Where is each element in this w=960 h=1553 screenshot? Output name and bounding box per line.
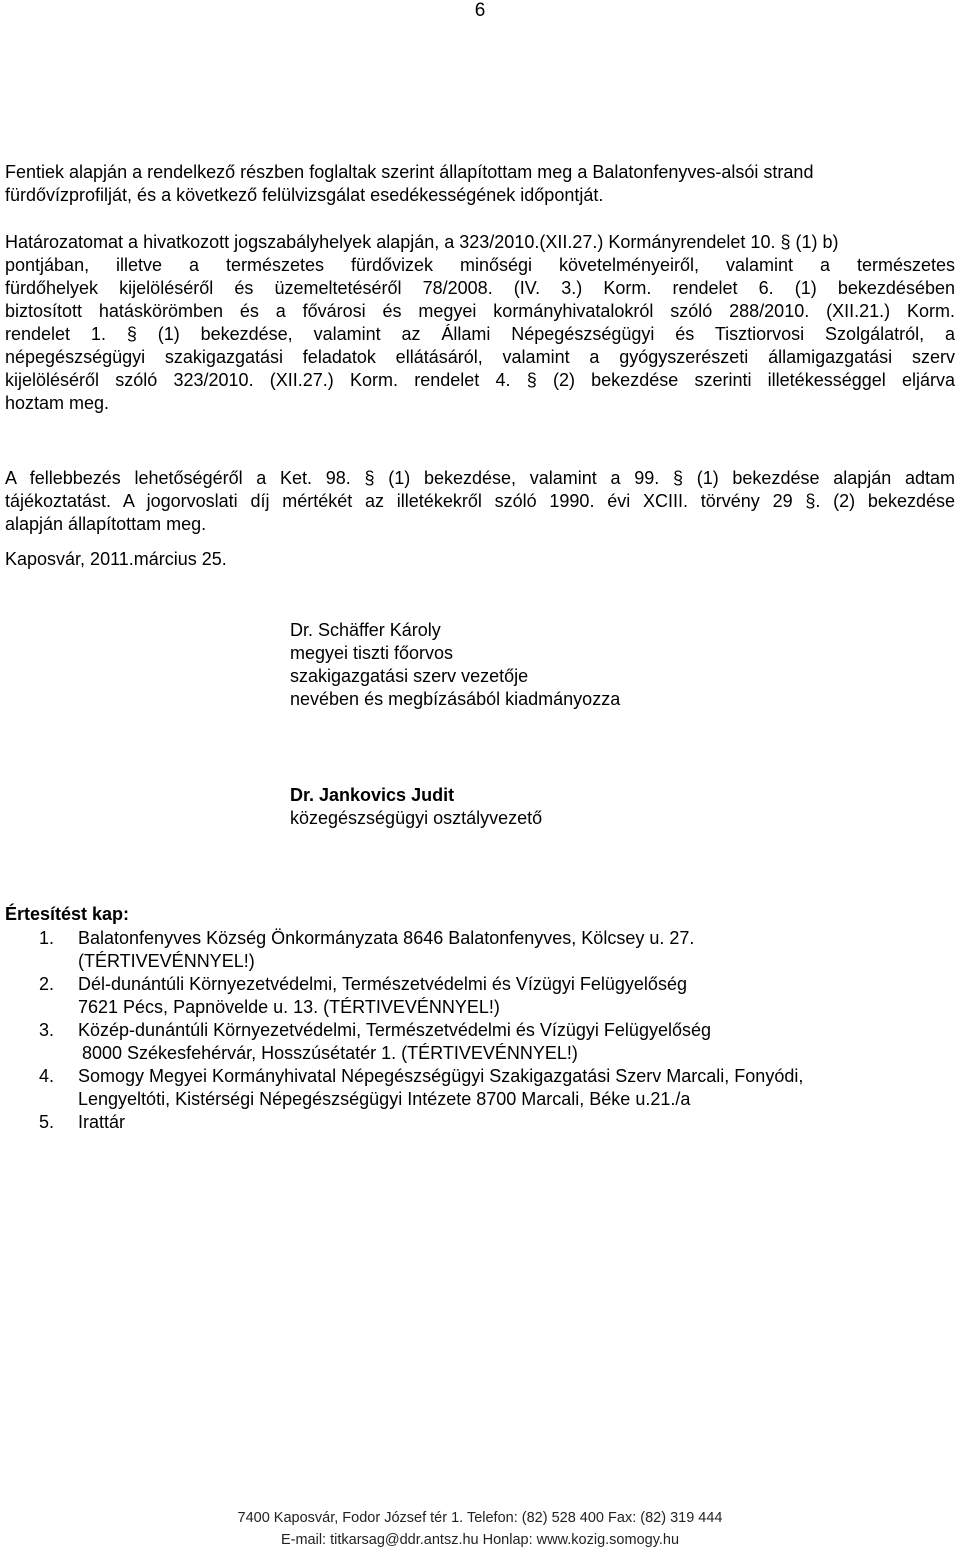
signatory-name: Dr. Schäffer Károly <box>290 620 441 640</box>
legal-line: Határozatomat a hivatkozott jogszabályhelyek alapján, a 323/2010.(XII.27.) Kormányrendelet 10. § (1) b) <box>5 232 839 252</box>
legal-line: rendelet 1. § (1) bekezdése, valamint az Állami Népegészségügyi és Tisztiorvosi Szolgálatról, a <box>5 324 955 344</box>
paragraph-intro <box>5 161 955 207</box>
signatory-name: Dr. Jankovics Judit <box>290 785 455 805</box>
appeal-line: alapján állapítottam meg. <box>5 514 207 534</box>
intro-line: Fentiek alapján a rendelkező részben foglaltak szerint állapítottam meg a Balatonfenyves-alsói strand <box>5 162 814 182</box>
list-item-number: 4. <box>39 1066 55 1086</box>
footer-contact: E-mail: titkarsag@ddr.antsz.hu Honlap: www.kozig.somogy.hu <box>280 1532 680 1548</box>
signatory-title: közegészségügyi osztályvezető <box>290 808 543 828</box>
signatory-role: szakigazgatási szerv vezetője <box>290 666 529 686</box>
notification-list <box>5 903 955 1134</box>
list-item-line: Lengyeltóti, Kistérségi Népegészségügyi Intézete 8700 Marcali, Béke u.21./a <box>78 1089 691 1109</box>
list-item-line: 7621 Pécs, Papnövelde u. 13. (TÉRTIVEVÉNNYEL!) <box>78 997 500 1017</box>
list-item-line: (TÉRTIVEVÉNNYEL!) <box>78 951 255 971</box>
signature-block-1 <box>290 619 620 711</box>
signature-block-2 <box>290 784 542 830</box>
paragraph-legal-basis <box>5 231 955 415</box>
list-item-number: 2. <box>39 974 55 994</box>
list-item <box>5 1019 955 1065</box>
list-item-number: 1. <box>39 928 55 948</box>
list-item-number: 5. <box>39 1112 55 1132</box>
legal-line: népegészségügyi szakigazgatási feladatok ellátásáról, valamint a gyógyszerészeti államigazgatási szerv <box>5 347 955 367</box>
appeal-line: tájékoztatást. A jogorvoslati díj mértékét az illetékekről szóló 1990. évi XCIII. törvény 29 §. (2) bekezdése <box>5 491 955 511</box>
list-item-line: Irattár <box>78 1112 126 1132</box>
list-item <box>5 927 955 973</box>
signatory-title: megyei tiszti főorvos <box>290 643 454 663</box>
list-item <box>5 1111 955 1134</box>
legal-line: kijelöléséről szóló 323/2010. (XII.27.) Korm. rendelet 4. § (2) bekezdése szerinti illetékességgel eljárva <box>5 370 955 390</box>
list-item-number: 3. <box>39 1020 55 1040</box>
paragraph-appeal <box>5 467 955 536</box>
list-item-line: Balatonfenyves Község Önkormányzata 8646 Balatonfenyves, Kölcsey u. 27. <box>78 928 695 948</box>
legal-line: fürdőhelyek kijelöléséről és üzemeltetéséről 78/2008. (IV. 3.) Korm. rendelet 6. (1) bekezdésében <box>5 278 955 298</box>
list-item-line: Somogy Megyei Kormányhivatal Népegészségügyi Szakigazgatási Szerv Marcali, Fonyódi, <box>78 1066 804 1086</box>
date-line: Kaposvár, 2011.március 25. <box>5 549 227 569</box>
legal-line: hoztam meg. <box>5 393 110 413</box>
intro-line: fürdővízprofilját, és a következő felülvizsgálat esedékességének időpontját. <box>5 185 604 205</box>
legal-line: biztosított hatáskörömben és a fővárosi és megyei kormányhivatalokról szóló 288/2010. (XII.21.) Korm. <box>5 301 955 321</box>
appeal-line: A fellebbezés lehetőségéről a Ket. 98. § (1) bekezdése, valamint a 99. § (1) bekezdése alapján adtam <box>5 468 955 488</box>
list-item <box>5 973 955 1019</box>
footer-address: 7400 Kaposvár, Fodor József tér 1. Telefon: (82) 528 400 Fax: (82) 319 444 <box>237 1510 723 1526</box>
page-number: 6 <box>474 0 486 21</box>
signatory-note: nevében és megbízásából kiadmányozza <box>290 689 621 709</box>
list-item-line: Dél-dunántúli Környezetvédelmi, Természetvédelmi és Vízügyi Felügyelőség <box>78 974 687 994</box>
notification-title: Értesítést kap: <box>5 904 130 924</box>
list-item <box>5 1065 955 1111</box>
list-item-line: 8000 Székesfehérvár, Hosszúsétatér 1. (TÉRTIVEVÉNNYEL!) <box>82 1043 578 1063</box>
legal-line: pontjában, illetve a természetes fürdővizek minőségi követelményeiről, valamint a természetes <box>5 255 955 275</box>
list-item-line: Közép-dunántúli Környezetvédelmi, Természetvédelmi és Vízügyi Felügyelőség <box>78 1020 711 1040</box>
